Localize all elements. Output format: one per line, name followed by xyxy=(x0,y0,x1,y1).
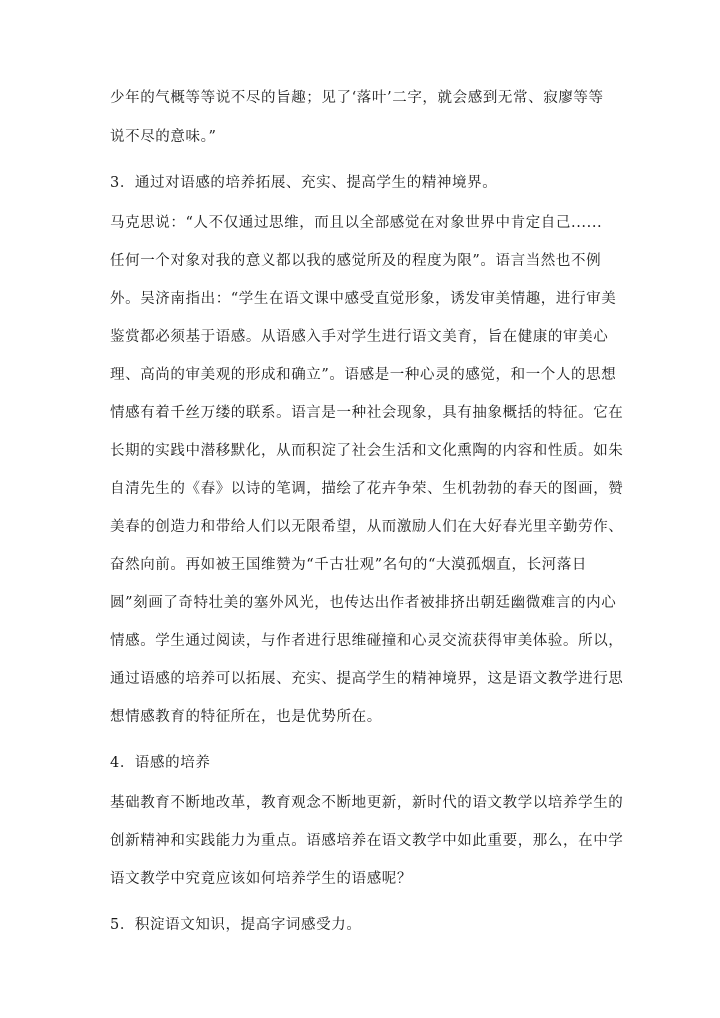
paragraph-line: 理、高尚的审美观的形成和确立”。语感是一种心灵的感觉，和一个人的思想 xyxy=(110,367,617,383)
paragraph-line: 奋然向前。再如被王国维赞为“千古壮观”名句的“大漠孤烟直，长河落日 xyxy=(110,557,588,573)
paragraph-line: 美春的创造力和带给人们以无限希望，从而激励人们在大好春光里辛勤劳作、 xyxy=(110,519,624,535)
paragraph-line: 创新精神和实践能力为重点。语感培养在语文教学中如此重要，那么，在中学 xyxy=(110,833,624,849)
paragraph-line: 想情感教育的特征所在，也是优势所在。 xyxy=(110,709,382,725)
paragraph-line: 情感有着千丝万缕的联系。语言是一种社会现象，具有抽象概括的特征。它在 xyxy=(110,405,624,421)
section-heading-3: 3．通过对语感的培养拓展、充实、提高学生的精神境界。 xyxy=(110,175,498,191)
paragraph-line: 任何一个对象对我的意义都以我的感觉所及的程度为限”。语言当然也不例 xyxy=(110,253,602,269)
paragraph-line: 圆”刻画了奇特壮美的塞外风光，也传达出作者被排挤出朝廷幽微难言的内心 xyxy=(110,595,617,611)
paragraph-line: 少年的气概等等说不尽的旨趣；见了‘落叶’二字，就会感到无常、寂廖等等 xyxy=(110,90,604,106)
paragraph-line: 马克思说：“人不仅通过思维，而且以全部感觉在对象世界中肯定自己...... xyxy=(110,215,603,231)
section-heading-5: 5．积淀语文知识，提高字词感受力。 xyxy=(110,917,362,933)
paragraph-line: 自清先生的《春》以诗的笔调，描绘了花卉争荣、生机勃勃的春天的图画，赞 xyxy=(110,481,624,497)
paragraph-line: 情感。学生通过阅读，与作者进行思维碰撞和心灵交流获得审美体验。所以， xyxy=(110,633,624,649)
paragraph-line: 说不尽的意味。” xyxy=(110,129,217,145)
paragraph-line: 长期的实践中潜移默化，从而积淀了社会生活和文化熏陶的内容和性质。如朱 xyxy=(110,443,624,459)
paragraph-line: 通过语感的培养可以拓展、充实、提高学生的精神境界，这是语文教学进行思 xyxy=(110,671,624,687)
paragraph-line: 基础教育不断地改革，教育观念不断地更新，新时代的语文教学以培养学生的 xyxy=(110,795,624,811)
section-heading-4: 4．语感的培养 xyxy=(110,755,211,771)
paragraph-line: 语文教学中究竟应该如何培养学生的语感呢？ xyxy=(110,871,412,887)
paragraph-line: 鉴赏都必须基于语感。从语感入手对学生进行语文美育，旨在健康的审美心 xyxy=(110,329,609,345)
paragraph-line: 外。吴济南指出：“学生在语文课中感受直觉形象，诱发审美情趣，进行审美 xyxy=(110,291,617,307)
